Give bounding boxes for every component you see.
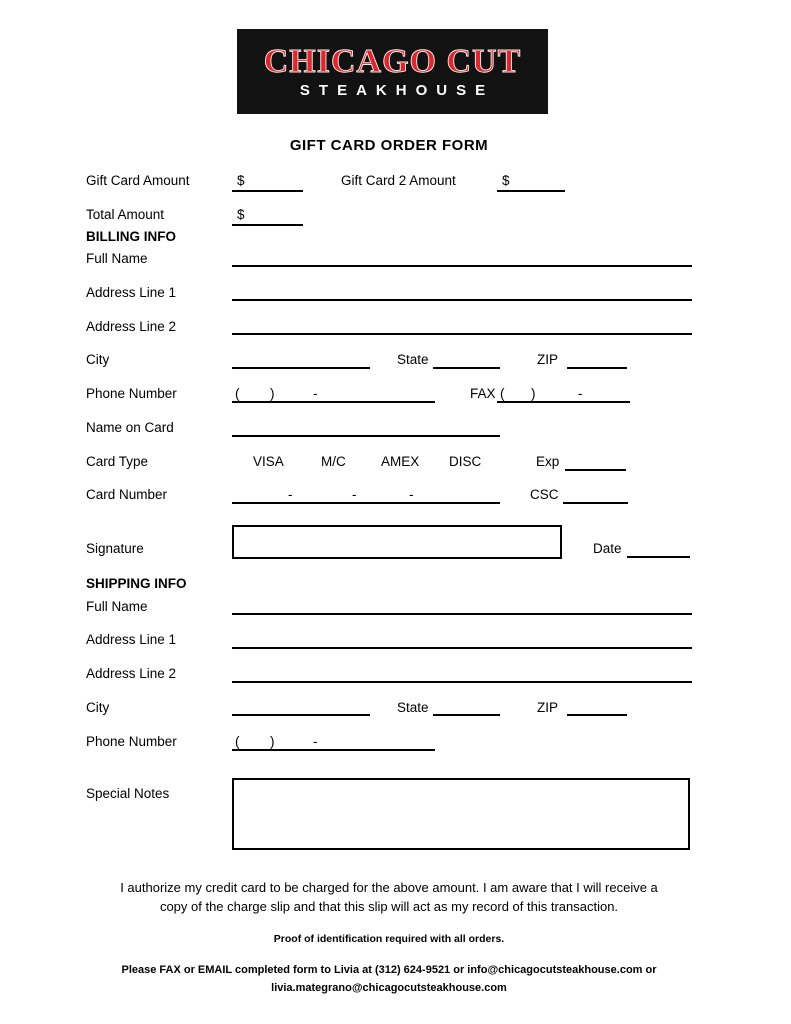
shipping-full-name-field[interactable]: [232, 599, 692, 615]
gift-card-amount-field[interactable]: [232, 176, 303, 192]
card-number-dash-2: -: [352, 487, 357, 502]
name-on-card-field[interactable]: [232, 421, 500, 437]
logo: [237, 29, 548, 114]
authorization-line-1: I authorize my credit card to be charged for the above amount. I am aware that I will receive a: [120, 880, 658, 895]
billing-zip-field[interactable]: [567, 353, 627, 369]
shipping-state-label: State: [397, 700, 429, 715]
submit-instructions: [0, 961, 778, 997]
total-amount-label: Total Amount: [86, 207, 165, 222]
card-number-label: Card Number: [86, 487, 168, 502]
shipping-full-name-label: Full Name: [86, 599, 148, 614]
card-type-option-amex[interactable]: AMEX: [381, 454, 420, 469]
card-type-option-disc[interactable]: DISC: [449, 454, 482, 469]
gift-card-2-amount-label: Gift Card 2 Amount: [341, 173, 456, 188]
csc-field[interactable]: [563, 488, 628, 504]
gift-card-2-amount-currency: $: [502, 173, 510, 188]
billing-phone-paren-close: ): [270, 386, 275, 401]
billing-state-label: State: [397, 352, 429, 367]
card-type-label: Card Type: [86, 454, 149, 469]
shipping-phone-label: Phone Number: [86, 734, 177, 749]
billing-phone-label: Phone Number: [86, 386, 177, 401]
billing-fax-paren-close: ): [531, 386, 536, 401]
logo-secondary-text: STEAKHOUSE: [299, 82, 495, 99]
total-amount-field[interactable]: [232, 210, 303, 226]
billing-full-name-label: Full Name: [86, 251, 148, 266]
submit-instructions-line-1: Please FAX or EMAIL completed form to Livia at (312) 624-9521 or info@chicagocutsteakhouse.com or: [121, 964, 657, 976]
name-on-card-label: Name on Card: [86, 420, 174, 435]
shipping-zip-label: ZIP: [537, 700, 559, 715]
billing-fax-label: FAX: [470, 386, 496, 401]
submit-instructions-line-2: livia.mategrano@chicagocutsteakhouse.com: [271, 982, 507, 994]
billing-full-name-field[interactable]: [232, 251, 692, 267]
card-number-dash-1: -: [288, 487, 293, 502]
shipping-phone-paren-open: (: [235, 734, 240, 749]
page-title: GIFT CARD ORDER FORM: [289, 137, 489, 154]
signature-label: Signature: [86, 541, 144, 556]
billing-fax-dash: -: [578, 386, 583, 401]
billing-address2-field[interactable]: [232, 319, 692, 335]
shipping-phone-paren-close: ): [270, 734, 275, 749]
exp-label: Exp: [536, 454, 560, 469]
billing-phone-field[interactable]: [232, 387, 435, 403]
authorization-line-2: copy of the charge slip and that this slip will act as my record of this transaction.: [159, 899, 619, 914]
exp-field[interactable]: [565, 455, 626, 471]
total-amount-currency: $: [237, 207, 245, 222]
billing-fax-field[interactable]: [497, 387, 630, 403]
special-notes-label: Special Notes: [86, 786, 170, 801]
date-label: Date: [593, 541, 622, 556]
shipping-address1-label: Address Line 1: [86, 632, 177, 647]
special-notes-box[interactable]: [232, 778, 690, 850]
gift-card-amount-label: Gift Card Amount: [86, 173, 190, 188]
shipping-state-field[interactable]: [433, 700, 500, 716]
billing-heading: BILLING INFO: [86, 229, 176, 244]
authorization-text: [0, 878, 778, 916]
billing-address1-label: Address Line 1: [86, 285, 177, 300]
billing-address1-field[interactable]: [232, 285, 692, 301]
shipping-address2-label: Address Line 2: [86, 666, 177, 681]
gift-card-amount-currency: $: [237, 173, 245, 188]
billing-city-field[interactable]: [232, 353, 370, 369]
billing-phone-dash: -: [313, 386, 318, 401]
shipping-zip-field[interactable]: [567, 700, 627, 716]
csc-label: CSC: [530, 487, 559, 502]
proof-notice: Proof of identification required with all orders.: [273, 933, 505, 945]
signature-box[interactable]: [232, 525, 562, 559]
card-number-dash-3: -: [409, 487, 414, 502]
billing-city-label: City: [86, 352, 110, 367]
card-number-field[interactable]: [232, 488, 500, 504]
card-type-option-visa[interactable]: VISA: [253, 454, 284, 469]
billing-zip-label: ZIP: [537, 352, 559, 367]
gift-card-2-amount-field[interactable]: [497, 176, 565, 192]
shipping-phone-dash: -: [313, 734, 318, 749]
date-field[interactable]: [627, 542, 690, 558]
card-type-option-mc[interactable]: M/C: [321, 454, 346, 469]
billing-state-field[interactable]: [433, 353, 500, 369]
billing-fax-paren-open: (: [500, 386, 505, 401]
billing-address2-label: Address Line 2: [86, 319, 177, 334]
shipping-city-label: City: [86, 700, 110, 715]
shipping-phone-field[interactable]: [232, 735, 435, 751]
shipping-address1-field[interactable]: [232, 633, 692, 649]
shipping-heading: SHIPPING INFO: [86, 576, 187, 591]
shipping-address2-field[interactable]: [232, 667, 692, 683]
shipping-city-field[interactable]: [232, 700, 370, 716]
logo-primary-text: CHICAGO CUT: [263, 43, 522, 80]
billing-phone-paren-open: (: [235, 386, 240, 401]
